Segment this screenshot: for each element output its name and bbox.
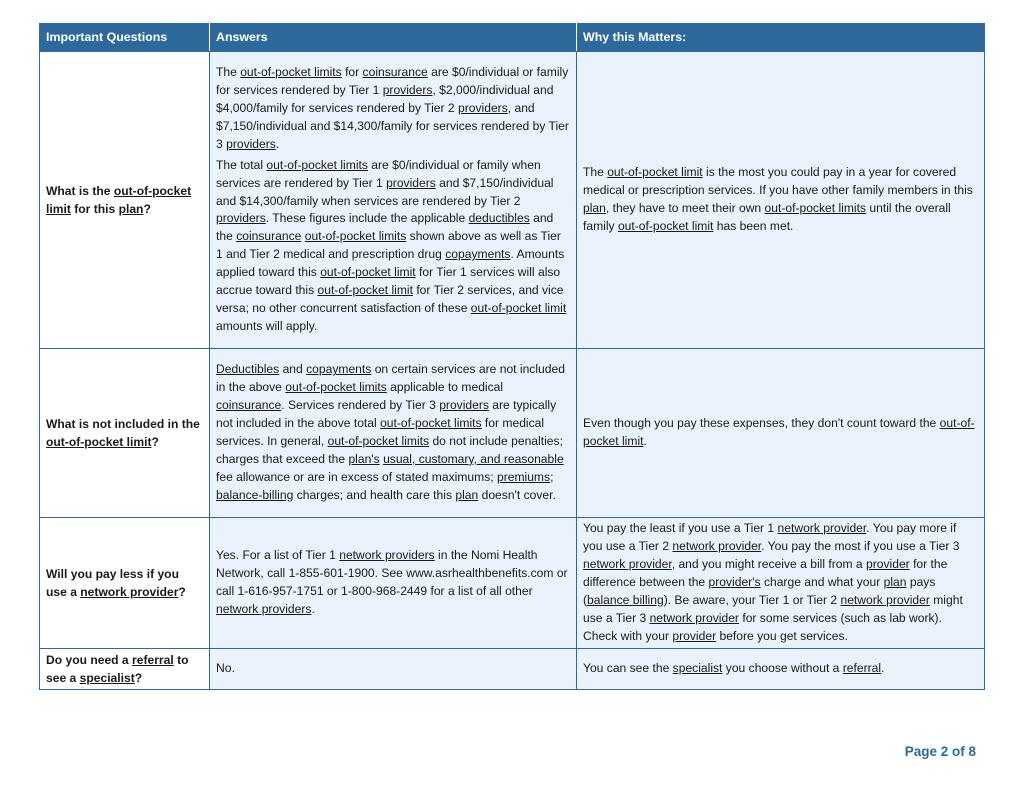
answer-cell [210,52,577,349]
answer-paragraph: No. [216,661,235,676]
why-cell [577,52,985,349]
answer-cell [210,518,577,649]
question-cell: What is not included in the out-of-pocket limit? [40,349,210,518]
answer-paragraph: Yes. For a list of Tier 1 network providers in the Nomi Health Network, call 1-855-601-1900. See www.asrhealthbenefits.com or call 1-616-957-1751 or 1-800-968-2449 for a list of all other network providers. [216,548,568,616]
question-cell: What is the out-of-pocket limit for this plan? [40,52,210,349]
table-row [40,349,985,518]
table-row [40,52,985,349]
why-cell [577,349,985,518]
why-paragraph: Even though you pay these expenses, they don't count toward the out-of-pocket limit. [583,416,975,448]
header-important-questions: Important Questions [40,24,210,52]
why-paragraph: You pay the least if you use a Tier 1 network provider. You pay more if you use a Tier 2 network provider. You pay the most if you use a Tier 3 network provider, and you might receive a bill from a provider for the difference between the provider's charge and what your plan pays (balance billing). Be aware, your Tier 1 or Tier 2 network provider might use a Tier 3 network provider for some services (such as lab work). Check with your provider before you get services. [583,521,963,643]
header-why-this-matters: Why this Matters: [577,24,985,52]
page-number: Page 2 of 8 [904,744,976,759]
answer-paragraph: The total out-of-pocket limits are $0/individual or family when services are rendered by Tier 1 providers and $7,150/individual and $14,300/family when services are rendered by Tier 2 providers. These figures include the applicable deductibles and the coinsurance out-of-pocket limits shown above as well as Tier 1 and Tier 2 medical and prescription drug copayments. Amounts applied toward this out-of-pocket limit for Tier 1 services will also accrue toward this out-of-pocket limit for Tier 2 services, and vice versa; no other concurrent satisfaction of these out-of-pocket limit amounts will apply. [216,157,567,333]
why-paragraph: You can see the specialist you choose without a referral. [583,661,885,676]
answer-cell [210,349,577,518]
header-answers: Answers [210,24,577,52]
table-header-row [40,24,985,52]
why-cell [577,518,985,649]
coverage-questions-table [39,23,985,690]
answer-paragraph: Deductibles and copayments on certain services are not included in the above out-of-pocket limits applicable to medical coinsurance. Services rendered by Tier 3 providers are typically not included in the above total out-of-pocket limits for medical services. In general, out-of-pocket limits do not include penalties; charges that exceed the plan's usual, customary, and reasonable fee allowance or are in excess of stated maximums; premiums; balance-billing charges; and health care this plan doesn't cover. [216,362,565,502]
why-cell [577,649,985,690]
table-row [40,649,985,690]
why-paragraph: The out-of-pocket limit is the most you could pay in a year for covered medical or prescription services. If you have other family members in this plan, they have to meet their own out-of-pocket limits until the overall family out-of-pocket limit has been met. [583,165,973,233]
question-cell: Will you pay less if you use a network provider? [40,518,210,649]
answer-cell [210,649,577,690]
table-row [40,518,985,649]
question-cell: Do you need a referral to see a specialist? [40,649,210,690]
answer-paragraph: The out-of-pocket limits for coinsurance are $0/individual or family for services rendered by Tier 1 providers, $2,000/individual and $4,000/family for services rendered by Tier 2 providers, and $7,150/individual and $14,300/family for services rendered by Tier 3 providers. [216,65,569,151]
